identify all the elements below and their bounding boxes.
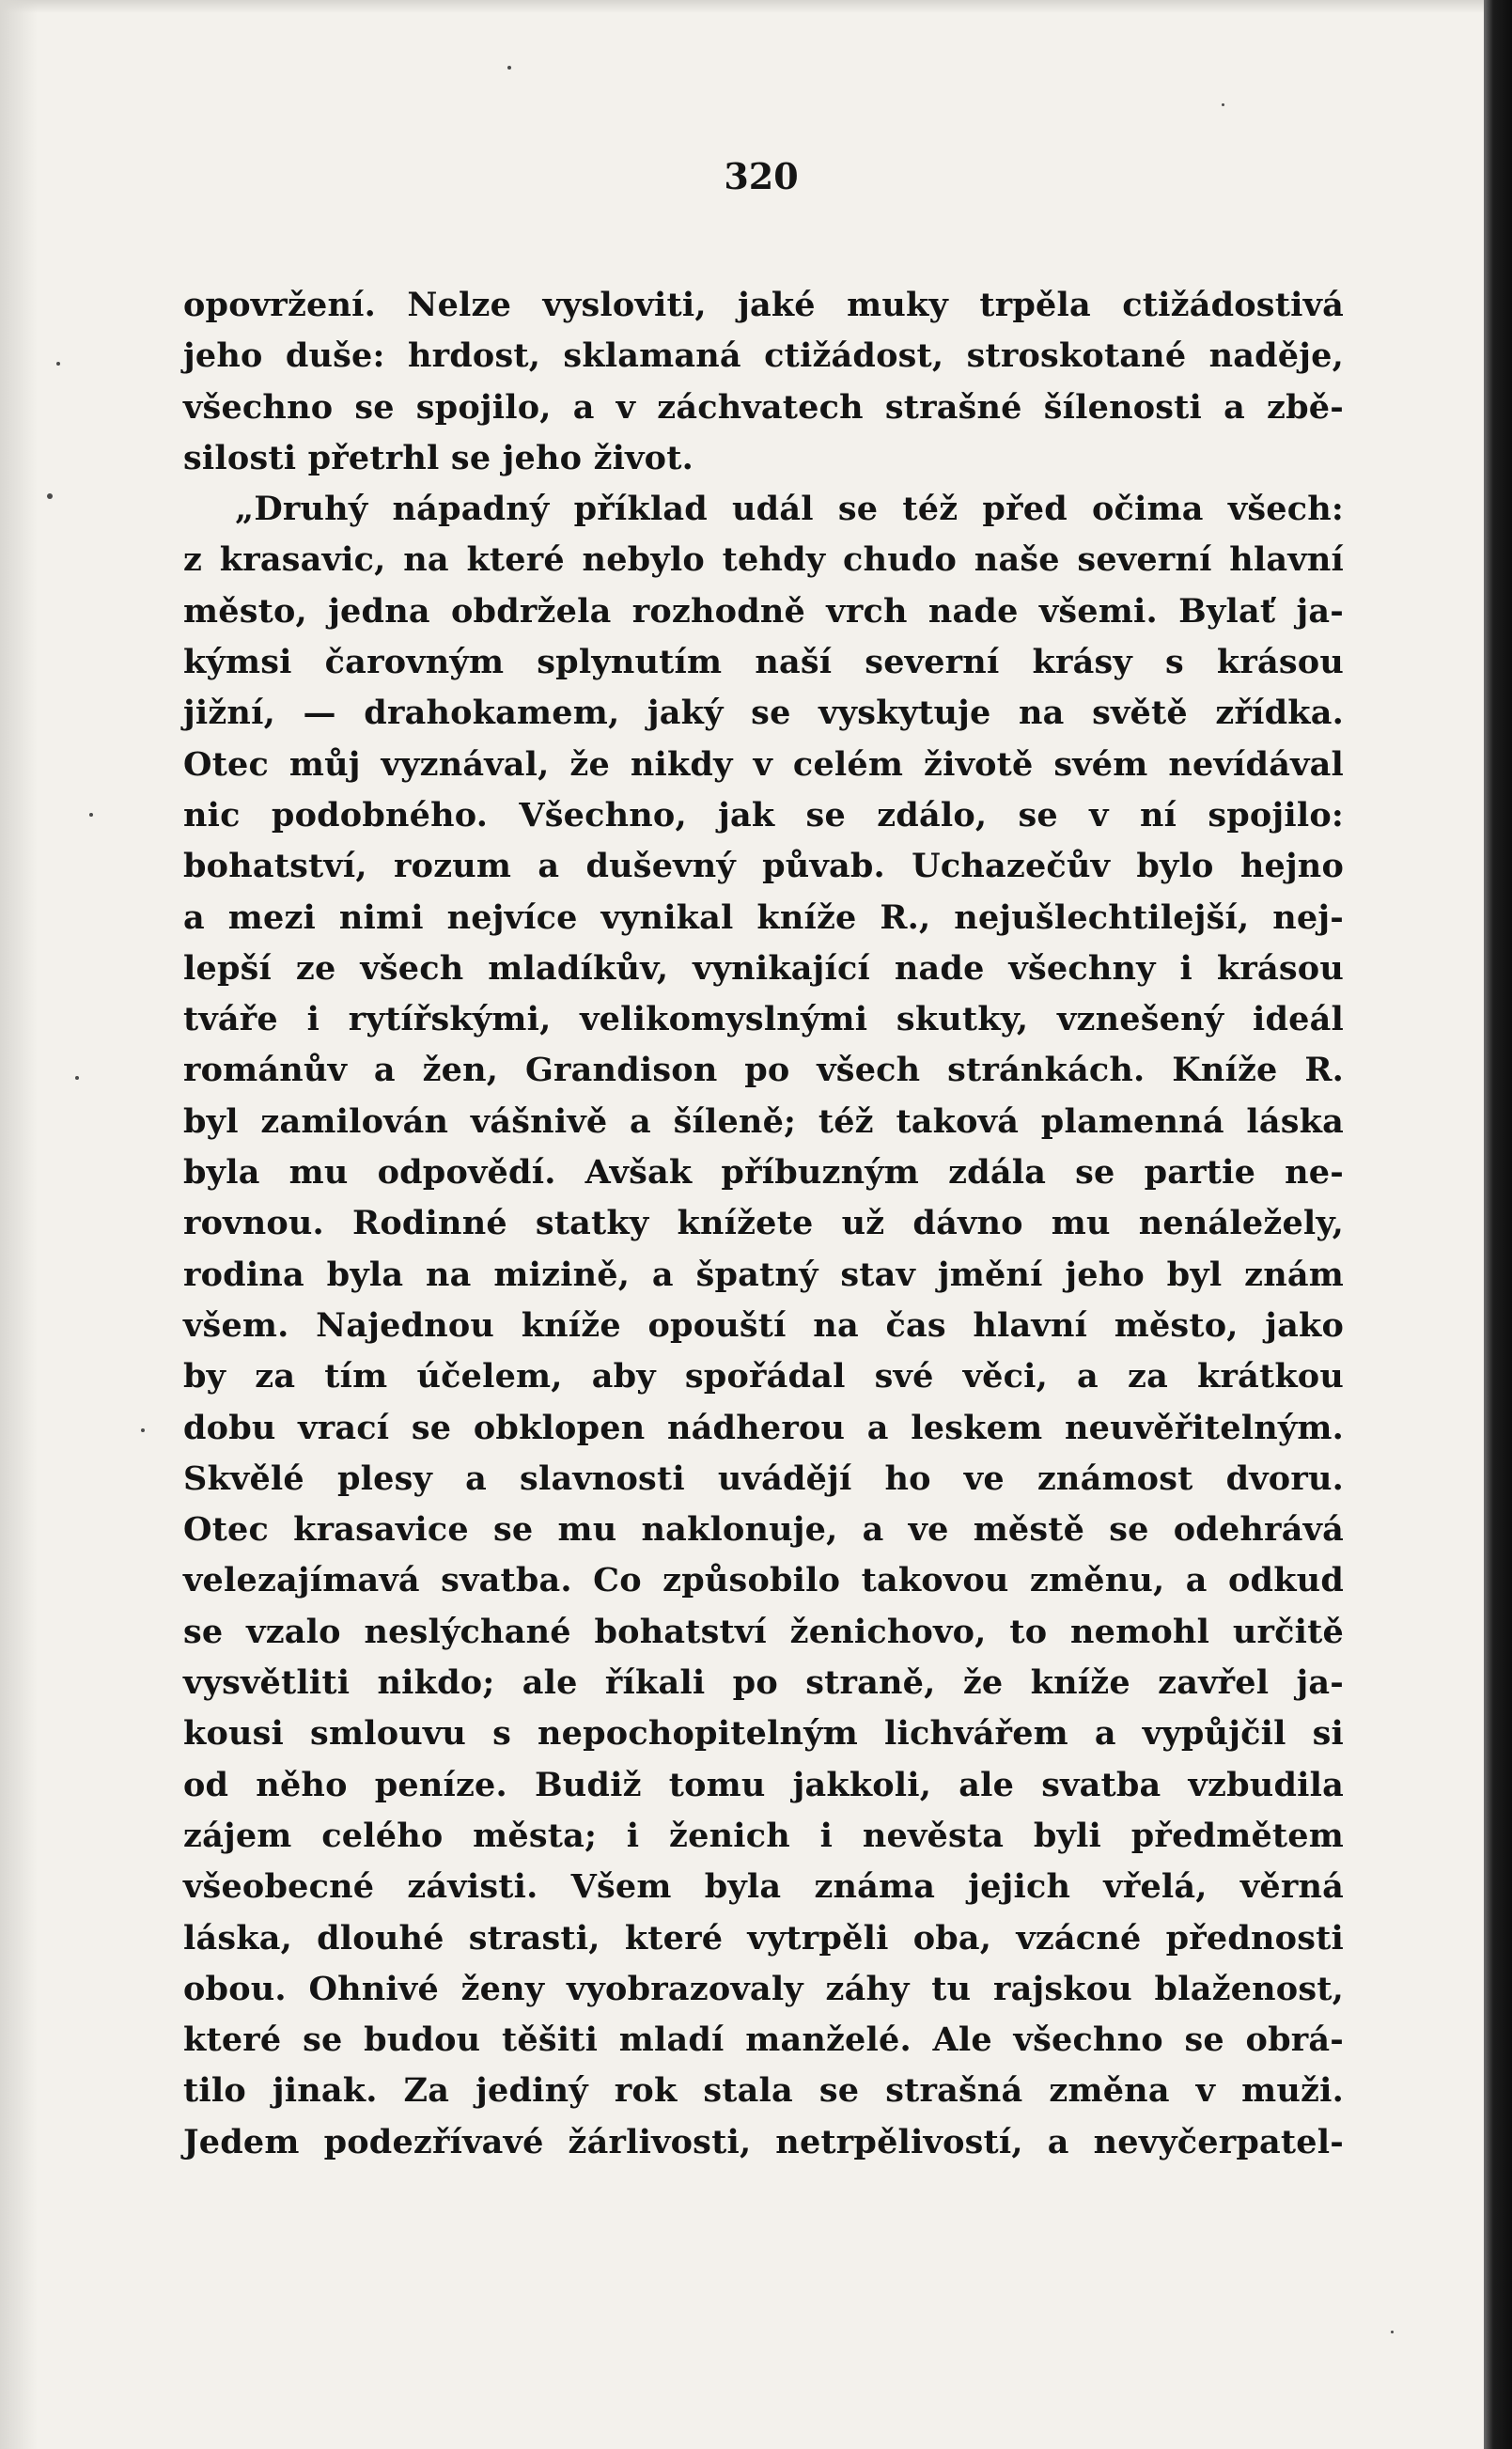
text-line: město, jedna obdržela rozhodně vrch nade všemi. Bylať ja- — [183, 591, 1344, 631]
text-line: silosti přetrhl se jeho život. — [183, 438, 694, 477]
text-line: Skvělé plesy a slavnosti uvádějí ho ve známost dvoru. — [183, 1458, 1344, 1498]
text-line: Jedem podezřívavé žárlivosti, netrpělivostí, a nevyčerpatel- — [183, 2122, 1344, 2161]
text-line: velezajímavá svatba. Co způsobilo takovou změnu, a odkud — [183, 1561, 1344, 1600]
scan-speck — [507, 66, 511, 70]
text-line: a mezi nimi nejvíce vynikal kníže R., nejušlechtilejší, nej- — [183, 897, 1344, 937]
scan-speck — [89, 813, 93, 817]
text-line: láska, dlouhé strasti, které vytrpěli oba, vzácné přednosti — [183, 1918, 1344, 1958]
text-line: jižní, — drahokamem, jaký se vyskytuje na světě zřídka. — [183, 694, 1344, 733]
text-line: nic podobného. Všechno, jak se zdálo, se v ní spojilo: — [183, 795, 1344, 835]
text-line: byl zamilován vášnivě a šíleně; též taková plamenná láska — [183, 1101, 1344, 1141]
scan-speck — [56, 362, 60, 366]
text-line: „Druhý nápadný příklad udál se též před očima všech: — [235, 490, 1344, 529]
text-line: od něho peníze. Budiž tomu jakkoli, ale svatba vzbudila — [183, 1765, 1344, 1804]
text-line: tilo jinak. Za jediný rok stala se strašná změna v muži. — [183, 2071, 1344, 2111]
text-line: které se budou těšiti mladí manželé. Ale všechno se obrá- — [183, 2020, 1344, 2060]
text-line: se vzalo neslýchané bohatství ženichovo, to nemohl určitě — [183, 1612, 1344, 1651]
text-line: Otec můj vyznával, že nikdy v celém životě svém nevídával — [183, 744, 1344, 784]
text-line: tváře i rytířskými, velikomyslnými skutky, vznešený ideál — [183, 1000, 1344, 1039]
text-line: bohatství, rozum a duševný půvab. Uchazečův bylo hejno — [183, 847, 1344, 886]
text-line: rodina byla na mizině, a špatný stav jmění jeho byl znám — [183, 1255, 1344, 1294]
text-line: z krasavic, na které nebylo tehdy chudo naše severní hlavní — [183, 540, 1344, 580]
scan-right-edge — [1484, 0, 1512, 2449]
text-line: lepší ze všech mladíkův, vynikající nade všechny i krásou — [183, 948, 1344, 988]
text-line: obou. Ohnivé ženy vyobrazovaly záhy tu rajskou blaženost, — [183, 1969, 1344, 2008]
scan-speck — [1391, 2331, 1394, 2333]
scan-speck — [1222, 103, 1224, 106]
scan-top-shadow — [0, 0, 1512, 13]
text-line: vysvětliti nikdo; ale říkali po straně, že kníže zavřel ja- — [183, 1663, 1344, 1703]
scan-left-shadow — [0, 0, 38, 2449]
scan-speck — [141, 1428, 145, 1432]
text-line: románův a žen, Grandison po všech stránkách. Kníže R. — [183, 1051, 1344, 1090]
body-text — [183, 280, 1344, 2168]
text-line: byla mu odpovědí. Avšak příbuzným zdála se partie ne- — [183, 1153, 1344, 1193]
page-number: 320 — [724, 155, 799, 197]
text-line: by za tím účelem, aby spořádal své věci, a za krátkou — [183, 1357, 1344, 1396]
text-line: rovnou. Rodinné statky knížete už dávno mu nenáležely, — [183, 1204, 1344, 1243]
text-line: všem. Najednou kníže opouští na čas hlavní město, jako — [183, 1305, 1344, 1345]
scan-speck — [47, 493, 53, 499]
text-line: kýmsi čarovným splynutím naší severní krásy s krásou — [183, 643, 1344, 682]
text-line: opovržení. Nelze vysloviti, jaké muky trpěla ctižádostivá — [183, 286, 1344, 324]
scan-speck — [75, 1076, 79, 1080]
text-line: všechno se spojilo, a v záchvatech strašné šílenosti a zbě- — [183, 387, 1344, 427]
text-line: zájem celého města; i ženich i nevěsta byli předmětem — [183, 1816, 1344, 1855]
text-line: jeho duše: hrdost, sklamaná ctižádost, stroskotané naděje, — [183, 336, 1344, 376]
text-line: Otec krasavice se mu naklonuje, a ve městě se odehrává — [183, 1510, 1344, 1550]
text-line: dobu vrací se obklopen nádherou a leskem neuvěřitelným. — [183, 1408, 1344, 1447]
text-line: všeobecné závisti. Všem byla známa jejich vřelá, věrná — [183, 1867, 1344, 1907]
text-line: kousi smlouvu s nepochopitelným lichvářem a vypůjčil si — [183, 1714, 1344, 1754]
